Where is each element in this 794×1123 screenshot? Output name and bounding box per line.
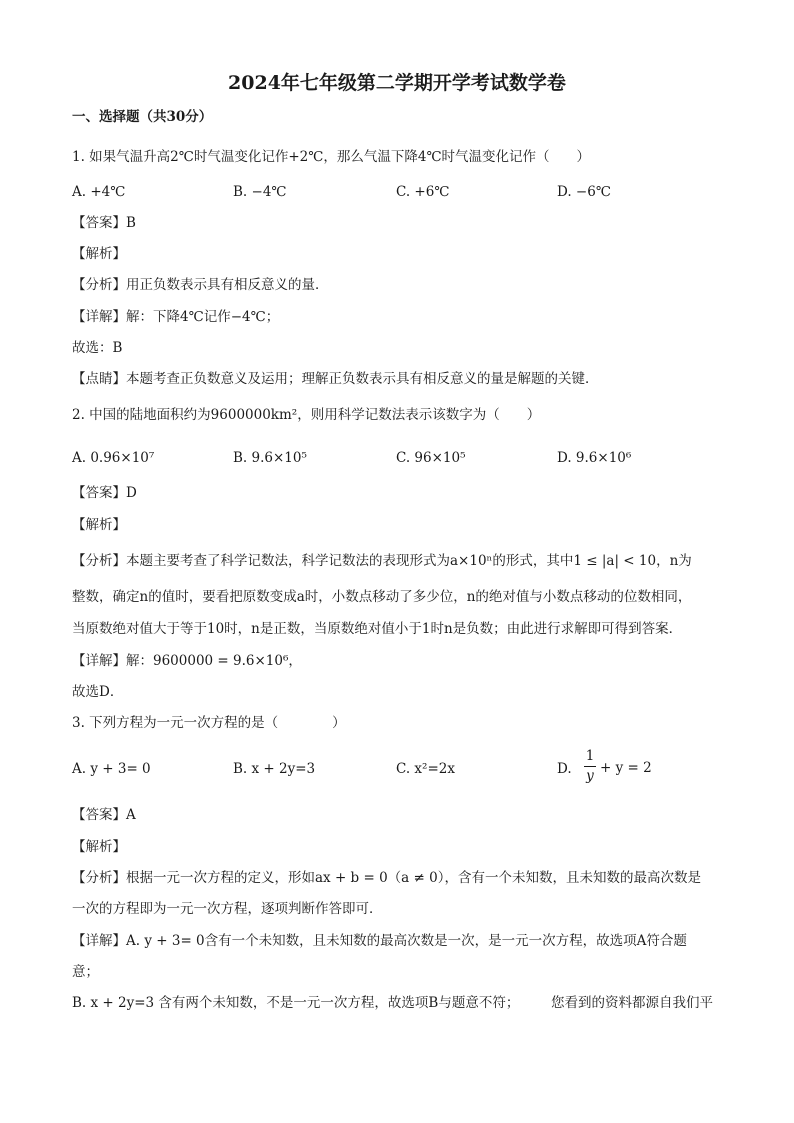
question-2-option-c: C. 96×10⁵	[396, 450, 466, 466]
question-3-analysis-line-1: 【分析】根据一元一次方程的定义，形如ax + b = 0（a ≠ 0），含有一个未知数，且未知数的最高次数是	[72, 870, 701, 886]
question-3-option-c: C. x²=2x	[396, 761, 455, 777]
question-3-analysis-label: 【解析】	[72, 839, 126, 855]
question-2-analysis-label: 【解析】	[72, 517, 126, 533]
question-3-detail-line-2: 意；	[72, 964, 99, 980]
question-3-analysis-line-2: 一次的方程即为一元一次方程，逐项判断作答即可．	[72, 901, 383, 917]
question-1-option-c: C. +6℃	[396, 184, 450, 200]
question-1-analysis-label: 【解析】	[72, 246, 126, 262]
question-3-option-b: B. x + 2y=3	[233, 761, 316, 777]
question-1-detail-line: 【详解】解：下降4℃记作−4℃；	[72, 309, 280, 325]
section-heading: 一、选择题（共30分）	[72, 109, 213, 125]
question-3-option-d-fraction	[584, 748, 596, 785]
question-1-summary-line: 【点睛】本题考查正负数意义及运用；理解正负数表示具有相反意义的量是解题的关键．	[72, 371, 599, 387]
question-1-choice-line: 故选：B	[72, 340, 123, 356]
question-3-option-d-rest: + y = 2	[600, 760, 652, 776]
question-2-answer: 【答案】D	[72, 485, 137, 501]
footer-note: 您看到的资料都源自我们平	[551, 995, 713, 1011]
question-1-stem: 1. 如果气温升高2℃时气温变化记作+2℃，那么气温下降4℃时气温变化记作（ ）	[72, 149, 591, 165]
question-2-option-b: B. 9.6×10⁵	[233, 450, 307, 466]
question-2-analysis-line-3: 当原数绝对值大于等于10时，n是正数，当原数绝对值小于1时n是负数；由此进行求解即可得到答案．	[72, 621, 683, 637]
question-3-option-a: A. y + 3= 0	[72, 761, 151, 777]
question-3-detail-line-3: B. x + 2y=3 含有两个未知数，不是一元一次方程，故选项B与题意不符；	[72, 995, 520, 1011]
question-2-choice-line: 故选D．	[72, 684, 124, 700]
question-3-detail-line-1: 【详解】A. y + 3= 0含有一个未知数，且未知数的最高次数是一次，是一元一次方程，故选项A符合题	[72, 933, 687, 949]
fraction-bar	[584, 766, 596, 767]
question-3-option-d: D.	[557, 761, 572, 777]
question-2-option-a: A. 0.96×10⁷	[72, 450, 155, 466]
question-1-option-b: B. −4℃	[233, 184, 287, 200]
question-1-analysis-line: 【分析】用正负数表示具有相反意义的量．	[72, 277, 329, 293]
fraction-denominator: y	[586, 768, 594, 784]
question-2-analysis-line-1: 【分析】本题主要考查了科学记数法，科学记数法的表现形式为a×10ⁿ的形式，其中1 ≤ |a| < 10，n为	[72, 553, 692, 569]
page-title: 2024年七年级第二学期开学考试数学卷	[228, 72, 566, 94]
question-1-answer: 【答案】B	[72, 215, 136, 231]
question-2-stem: 2. 中国的陆地面积约为9600000km²，则用科学记数法表示该数字为（ ）	[72, 407, 541, 423]
question-2-analysis-line-2: 整数，确定n的值时，要看把原数变成a时，小数点移动了多少位，n的绝对值与小数点移动的位数相同，	[72, 589, 692, 605]
question-1-option-d: D. −6℃	[557, 184, 611, 200]
question-3-stem: 3. 下列方程为一元一次方程的是（ ）	[72, 715, 346, 731]
question-2-detail-line: 【详解】解：9600000 = 9.6×10⁶，	[72, 653, 302, 669]
question-2-option-d: D. 9.6×10⁶	[557, 450, 632, 466]
question-1-option-a: A. +4℃	[72, 184, 126, 200]
question-3-answer: 【答案】A	[72, 807, 136, 823]
fraction-numerator: 1	[585, 748, 595, 764]
